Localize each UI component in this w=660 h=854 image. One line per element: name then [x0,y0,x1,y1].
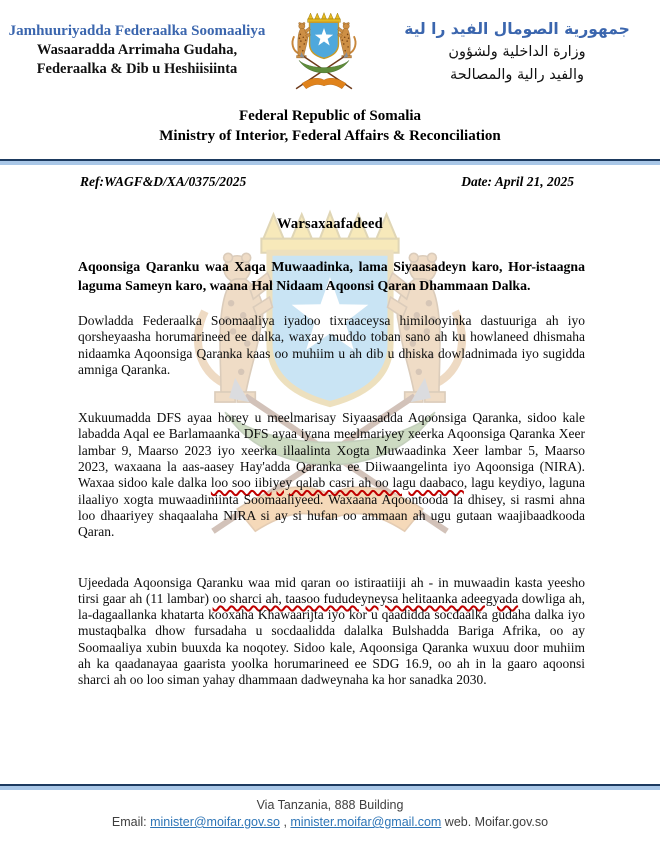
letterhead-somali-block [6,8,268,79]
paragraph-2-text-b: , lagu keydiyo, laguna ilaaliyo xogta muwaadiniinta Soomaaliyeed. Waxaana Aqoontooda la dhisey, si rasmi ahna loo dhaariyey shaqaalaha NIRA si ay si hufan oo ammaan ah ugu gutaan waajibaadkooda Qaran. [78,475,585,540]
page-title: Warsaxaafadeed [277,216,383,232]
paragraph-3-text-b: dowliga ah, la-dagaallanka khatarta kooxaha Khawaarijta iyo kor u qaadidda socdaalka gudaha dalka iyo mustaqbalka dhow fursadaha u socdaalidda dalalka Bulshadda Bariga Afrika, oo ay Soomaaliya xubin buuxda ka noqotey. Sidoo kale, Aqoonsiga Qaranka wuxuu door muhiim ah ka qaadanayaa gaarista yoolka horumarineed ee SDG 16.9, oo ah in la gaaro aqoonsi sharci ah oo loo siman yahay dhammaan dadweynaha ka hor sanadka 2030. [78,590,585,688]
ministry-title: Ministry of Interior, Federal Affairs & Reconciliation [159,128,501,144]
letterhead [0,0,660,102]
email-separator: , [279,815,291,829]
footer-address: Via Tanzania, 888 Building [256,798,404,812]
paragraph-2-text-a: Xukuumadda DFS ayaa horey u meelmarisay Siyaasadda Aqoonsiga Qaranka, sidoo kale labadda Aqal ee Barlamaanka DFS ayaa iyana meelmariyey xeerka Aqoonsiga Qaranka Xeer lambar 9, Maarso 2023 iyo xeerka illaalinta Xogta Muwaadinka Xeer lambar 5, Maarso 2023, waxaana la aas-aasey Hay'adda Qaranka ee Diiwaangelinta iyo Aqoonsiga (NIRA). Waxaa sidoo kale dalka [78,410,585,491]
reference-number: Ref:WAGF&D/XA/0375/2025 [80,174,247,189]
ministry-name-somali-line1: Wasaaradda Arrimaha Gudaha, [36,42,238,58]
ministry-name-arabic-line2: والفيد رالية والمصالحة [450,67,584,83]
org-name-arabic: جمهورية الصومال الفيد را لية [404,20,630,38]
somalia-coat-of-arms-icon [271,10,377,102]
country-title: Federal Republic of Somalia [238,108,422,124]
title-block [0,106,660,146]
paragraph-3-text-a: Ujeedada Aqoonsiga Qaranku waa mid qaran oo istiraatiiji ah - in muwaadin kasta yeesho tirsi gaar ah (11 lambar) [78,574,585,606]
email-link-moifar[interactable]: minister@moifar.gov.so [150,815,280,829]
paragraph-2 [78,410,585,540]
ministry-name-somali-line2: Federaalka & Dib u Heshiisiinta [36,61,238,77]
ministry-name-arabic-line1: وزارة الداخلية ولشؤون [448,44,586,60]
paragraph-3-spellcheck-phrase: oo sharci ah, taasoo fududeyneysa helitaanka adeegyada [212,590,519,606]
emblem-container [268,8,380,102]
website-label: web. Moifar.gov.so [441,815,549,829]
org-name-somali: Jamhuuriyadda Federaalka Soomaaliya [8,23,266,39]
paragraph-1: Dowladda Federaalka Soomaaliya iyadoo tixraaceysa himilooyinka dastuuriga ah iyo qorsheyaasha horumarineed ee dalka, waxay muddo toban sano ah ku howlaneed dhismaha nidaamka Aqoonsiga Qaranka kaas oo muhiim u ah dib u dhiska dowladnimada iyo sugidda amniga Qaranka. [78,313,585,377]
footer-divider-rule [0,784,660,790]
date-label: Date: April 21, 2025 [461,174,574,189]
letter-body [0,257,660,689]
footer-contact-line [0,814,660,831]
paragraph-2-spellcheck-phrase: loo soo iibiyey qalab casri ah oo lagu daabaco [210,475,464,491]
letterhead-arabic-block [380,8,654,87]
letter-footer [0,784,660,831]
paragraph-3 [78,575,585,689]
email-label: Email: [111,815,151,829]
email-link-gmail[interactable]: minister.moifar@gmail.com [290,815,442,829]
lead-statement: Aqoonsiga Qaranku waa Xaqa Muwaadinka, lama Siyaasadeyn karo, Hor-istaagna laguma Sameyn karo, waana Hal Nidaam Aqoonsi Qaran Dhammaan Dalka. [78,259,585,293]
reference-row [0,165,660,190]
